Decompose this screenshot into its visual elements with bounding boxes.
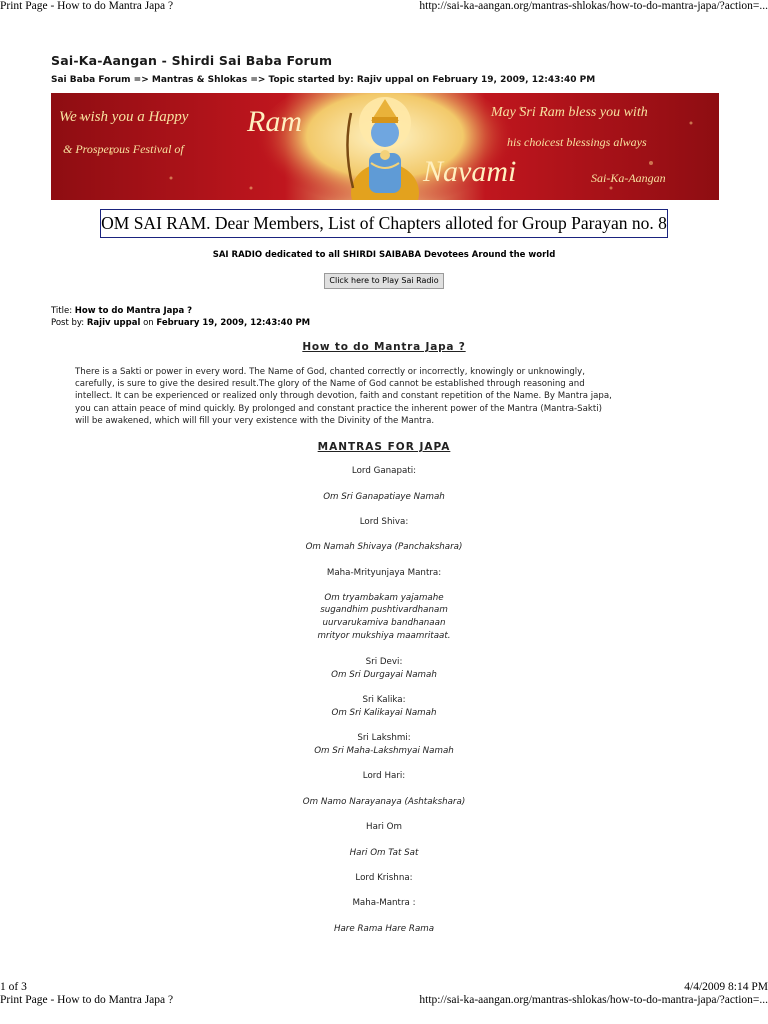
post-title-value: How to do Mantra Japa ?	[74, 306, 193, 316]
print-page-url: http://sai-ka-aangan.org/mantras-shlokas/how-to-do-mantra-japa/?action=...	[419, 994, 768, 1006]
breadcrumb: Sai Baba Forum => Mantras & Shlokas => Topic started by: Rajiv uppal on February 19, 2009, 12:43:40 PM	[51, 75, 596, 85]
mantra-line: Om Namah Shivaya (Panchakshara)	[305, 542, 463, 552]
post-title-label: Title:	[51, 306, 73, 316]
mantra-line: Lord Krishna:	[355, 873, 413, 883]
mantra-line: Lord Ganapati:	[351, 466, 417, 476]
sai-radio-line: SAI RADIO dedicated to all SHIRDI SAIBABA Devotees Around the world	[212, 250, 556, 260]
print-header	[0, 0, 768, 14]
banner-text-right-1: May Sri Ram bless you with	[491, 105, 648, 120]
print-page-url: http://sai-ka-aangan.org/mantras-shlokas/how-to-do-mantra-japa/?action=...	[419, 0, 768, 12]
mantra-line: Sri Lakshmi:	[357, 733, 411, 743]
mantra-line: mrityor mukshiya maamritaat.	[317, 631, 451, 641]
intro-line: There is a Sakti or power in every word. The Name of God, chanted correctly or incorrectly, knowingly or unknowingly,	[75, 367, 585, 377]
play-sai-radio-button[interactable]: Click here to Play Sai Radio	[324, 273, 444, 289]
post-author: Rajiv uppal	[86, 318, 141, 328]
ram-navami-banner	[51, 93, 719, 200]
chapter-notice-text: OM SAI RAM. Dear Members, List of Chapters alloted for Group Parayan no. 8	[101, 213, 667, 233]
mantra-line: Hare Rama Hare Rama	[333, 924, 435, 934]
banner-text-ram: Ram	[247, 105, 302, 138]
mantra-line: Sri Kalika:	[362, 695, 406, 705]
intro-line: intellect. It can be experienced or realized only through devotion, faith and constant repetition of the Name. By Mantra japa,	[75, 391, 612, 402]
post-by-label: Post by:	[51, 318, 85, 328]
mantra-line: Om Namo Narayanaya (Ashtakshara)	[302, 797, 466, 807]
mantra-line: Maha-Mrityunjaya Mantra:	[326, 568, 442, 578]
post-on: on	[143, 318, 154, 328]
print-page-title: Print Page - How to do Mantra Japa ?	[0, 994, 174, 1006]
page-counter: 1 of 3	[0, 981, 27, 993]
banner-text-left-2: & Prosperous Festival of	[63, 142, 184, 156]
mantra-line: Om Sri Maha-Lakshmyai Namah	[314, 746, 454, 756]
intro-line: you can attain peace of mind quickly. By prolonged and constant practice the inherent power of the Mantra (Mantra-Sakti)	[75, 403, 602, 414]
mantra-line: Lord Shiva:	[359, 517, 409, 527]
mantra-line: Om Sri Ganapatiaye Namah	[323, 492, 445, 502]
post-title-line	[51, 306, 192, 316]
banner-text-right-2: his choicest blessings always	[507, 135, 647, 149]
print-timestamp: 4/4/2009 8:14 PM	[684, 981, 768, 993]
mantra-line: Sri Devi:	[365, 657, 403, 667]
chapter-notice-link[interactable]	[100, 209, 668, 238]
banner-text-left-1: We wish you a Happy	[59, 109, 189, 125]
banner-text-navami: Navami	[423, 155, 517, 188]
banner-signature: Sai-Ka-Aangan	[591, 171, 666, 185]
mantra-line: Om Sri Durgayai Namah	[331, 670, 437, 680]
print-footer	[0, 981, 768, 995]
mantra-line: Lord Hari:	[362, 771, 406, 781]
intro-line: will be awakened, which will fill your very existence with the Divinity of the Mantra.	[75, 415, 435, 426]
print-header-next-page	[0, 994, 768, 1008]
intro-paragraph	[75, 366, 700, 427]
mantras-heading: MANTRAS FOR JAPA	[317, 441, 451, 453]
mantra-line: uurvarukamiva bandhanaan	[322, 618, 446, 628]
print-page-title: Print Page - How to do Mantra Japa ?	[0, 0, 174, 12]
post-date: February 19, 2009, 12:43:40 PM	[156, 318, 311, 328]
topic-heading: How to do Mantra Japa ?	[302, 341, 466, 353]
post-by-line	[51, 318, 310, 328]
mantra-line: sugandhim pushtivardhanam	[320, 605, 448, 615]
intro-line: carefully, is sure to give the desired result.The glory of the Name of God cannot be established through reasoning and	[75, 379, 585, 390]
forum-title: Sai-Ka-Aangan - Shirdi Sai Baba Forum	[51, 53, 333, 68]
mantra-line: Maha-Mantra :	[352, 898, 416, 908]
mantra-line: Hari Om Tat Sat	[349, 848, 419, 858]
mantra-line: Om tryambakam yajamahe	[324, 593, 444, 603]
mantra-line: Hari Om	[366, 822, 402, 832]
mantra-line: Om Sri Kalikayai Namah	[331, 708, 437, 718]
